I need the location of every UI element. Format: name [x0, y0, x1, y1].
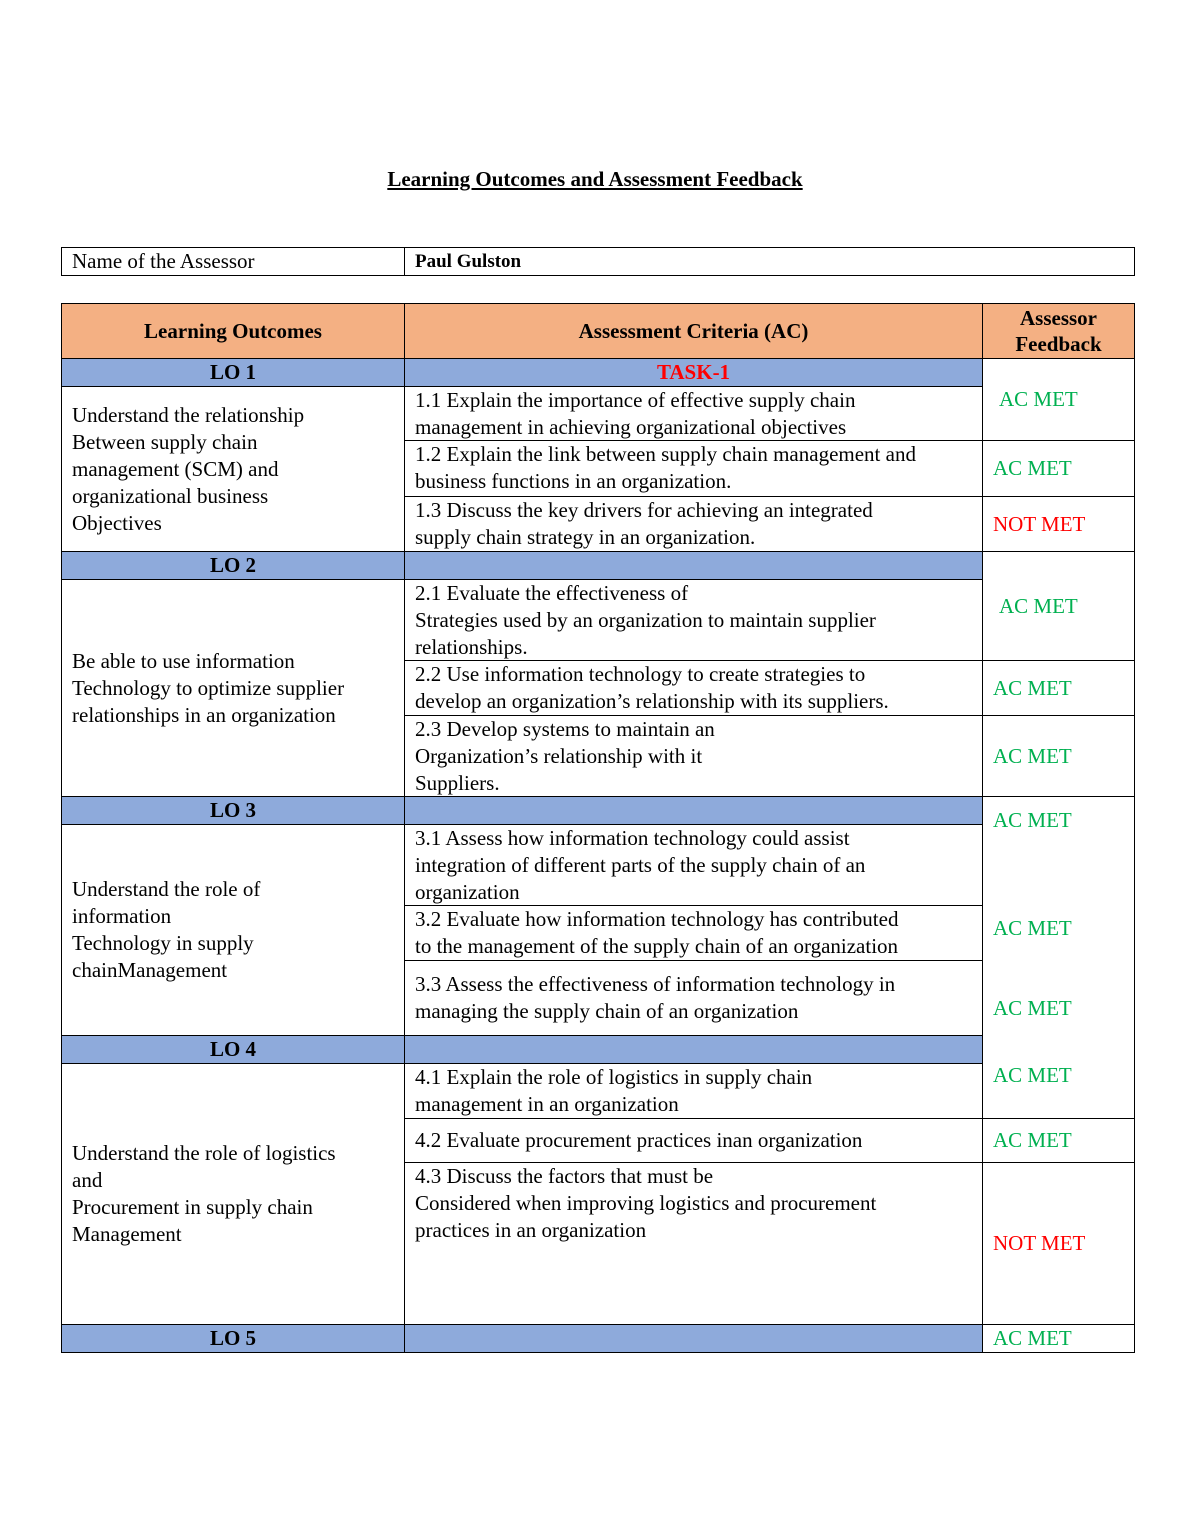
lo2-blank: [404, 551, 983, 580]
feedback-lo5: AC MET: [982, 1324, 1135, 1353]
header-assessment-criteria: Assessment Criteria (AC): [404, 303, 983, 359]
feedback-4-2: AC MET: [982, 1118, 1135, 1163]
feedback-2-2: AC MET: [982, 660, 1135, 716]
lo5-label: LO 5: [61, 1324, 405, 1353]
criterion-1-2: 1.2 Explain the link between supply chain management and business functions in an organization.: [404, 440, 983, 497]
criterion-4-1: 4.1 Explain the role of logistics in supply chain management in an organization: [404, 1063, 983, 1119]
lo5-blank: [404, 1324, 983, 1353]
lo2-label: LO 2: [61, 551, 405, 580]
lo3-label: LO 3: [61, 796, 405, 825]
page-title: Learning Outcomes and Assessment Feedback: [387, 167, 803, 191]
feedback-1-1: AC MET: [982, 358, 1135, 441]
feedback-1-3: NOT MET: [982, 496, 1135, 552]
criterion-3-2: 3.2 Evaluate how information technology has contributed to the management of the supply chain of an organization: [404, 905, 983, 961]
lo4-description: Understand the role of logistics and Procurement in supply chain Management: [61, 1063, 405, 1325]
feedback-1-2: AC MET: [982, 440, 1135, 497]
lo2-description: Be able to use information Technology to optimize supplier relationships in an organization: [61, 579, 405, 797]
header-assessor-feedback: Assessor Feedback: [982, 303, 1135, 359]
feedback-2-3: AC MET: [982, 715, 1135, 797]
task-label: TASK-1: [404, 358, 983, 387]
assessor-label: Name of the Assessor: [61, 247, 405, 276]
criterion-3-1: 3.1 Assess how information technology could assist integration of different parts of the supply chain of an organization: [404, 824, 983, 906]
feedback-3-2: AC MET: [993, 916, 1072, 940]
lo4-label: LO 4: [61, 1035, 405, 1064]
criterion-2-1: 2.1 Evaluate the effectiveness of Strategies used by an organization to maintain supplier relationships.: [404, 579, 983, 661]
lo1-description: Understand the relationship Between supply chain management (SCM) and organizational business Objectives: [61, 386, 405, 552]
assessor-name: Paul Gulston: [404, 247, 1135, 276]
feedback-merged-cell: [982, 796, 1135, 1119]
criterion-1-3: 1.3 Discuss the key drivers for achieving an integrated supply chain strategy in an organization.: [404, 496, 983, 552]
criterion-2-2: 2.2 Use information technology to create strategies to develop an organization’s relationship with its suppliers.: [404, 660, 983, 716]
feedback-3-1: AC MET: [993, 808, 1072, 832]
header-learning-outcomes: Learning Outcomes: [61, 303, 405, 359]
criterion-3-3: 3.3 Assess the effectiveness of information technology in managing the supply chain of an organization: [404, 960, 983, 1036]
lo4-blank: [404, 1035, 983, 1064]
criterion-2-3: 2.3 Develop systems to maintain an Organization’s relationship with it Suppliers.: [404, 715, 983, 797]
criterion-4-2: 4.2 Evaluate procurement practices inan organization: [404, 1118, 983, 1163]
lo3-description: Understand the role of information Technology in supply chainManagement: [61, 824, 405, 1036]
feedback-2-1: AC MET: [982, 551, 1135, 661]
lo1-label: LO 1: [61, 358, 405, 387]
criterion-4-3: 4.3 Discuss the factors that must be Considered when improving logistics and procurement practices in an organization: [404, 1162, 983, 1325]
lo3-blank: [404, 796, 983, 825]
feedback-4-3: NOT MET: [982, 1162, 1135, 1325]
feedback-3-3: AC MET: [993, 996, 1072, 1020]
criterion-1-1: 1.1 Explain the importance of effective supply chain management in achieving organizational objectives: [404, 386, 983, 441]
feedback-4-1: AC MET: [993, 1063, 1072, 1087]
